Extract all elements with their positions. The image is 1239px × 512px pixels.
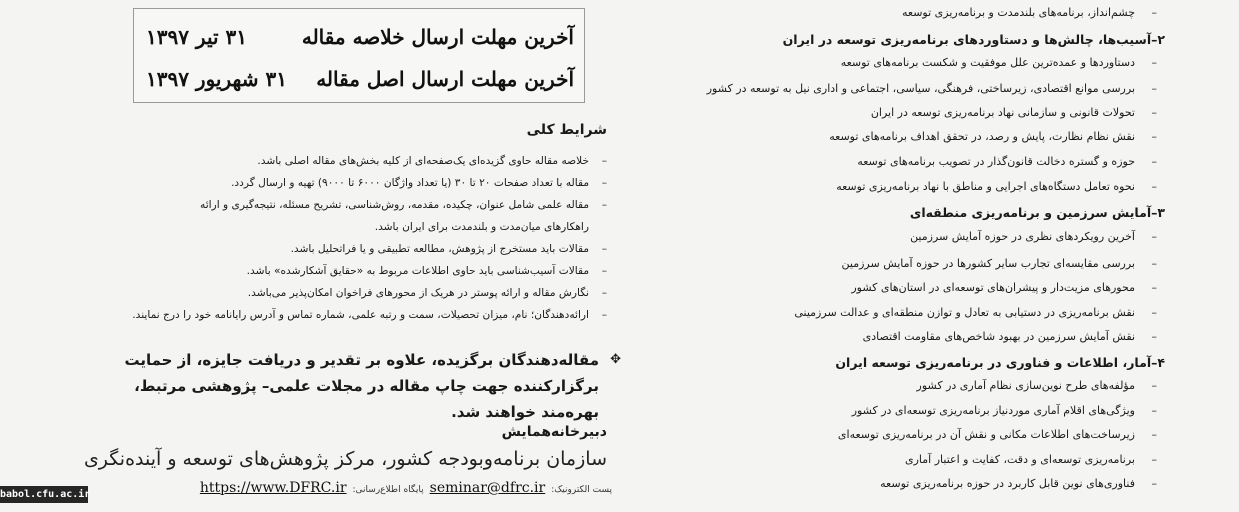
email-link[interactable]: seminar@dfrc.ir [429,480,546,496]
section-title: ۳–آمایش سرزمین و برنامه‌ریزی منطقه‌ای [909,205,1165,220]
list-item: – فناوری‌های نوین قابل کاربرد در حوزه برنامه‌ریزی توسعه [880,477,1157,490]
deadline-label: آخرین مهلت ارسال خلاصه مقاله [301,25,574,49]
list-item: – نقش نظام نظارت، پایش و رصد، در تحقق اهداف برنامه‌های توسعه [829,130,1157,143]
award-note [101,347,621,425]
list-item: – خلاصه مقاله حاوی گزیده‌ای یک‌صفحه‌ای از کلیه بخش‌های مقاله اصلی باشد. [107,150,607,172]
list-item: – برنامه‌ریزی توسعه‌ای و دقت، کفایت و اعتبار آماری [905,453,1157,466]
list-item: – دستاوردها و عمده‌ترین علل موفقیت و شکست برنامه‌های توسعه [841,56,1157,69]
list-item: – زیرساخت‌های اطلاعات مکانی و نقش آن در برنامه‌ریزی توسعه‌ای [838,428,1157,441]
list-item: – نگارش مقاله و ارائه پوستر در هریک از محورهای فراخوان امکان‌پذیر می‌باشد. [107,282,607,304]
deadlines-box [133,8,585,103]
general-conditions-title: شرایط کلی [526,122,607,138]
site-label: پایگاه اطلاع‌رسانی: [352,485,424,495]
deadline-date: ۳۱ تیر ۱۳۹۷ [146,25,248,49]
list-item: – نقش برنامه‌ریزی در دستیابی به تعادل و توازن منطقه‌ای و عدالت سرزمینی [794,306,1157,319]
list-item: – مؤلفه‌های طرح نوین‌سازی نظام آماری در کشور [917,379,1157,392]
deadline-label: آخرین مهلت ارسال اصل مقاله [316,67,574,91]
watermark-badge: babol.cfu.ac.ir [0,486,88,503]
list-item: – نقش آمایش سرزمین در بهبود شاخص‌های مقاومت اقتصادی [863,330,1157,343]
general-conditions-list [107,150,607,326]
section-title: ۲–آسیب‌ها، چالش‌ها و دستاوردهای برنامه‌ریزی توسعه در ایران [782,32,1165,47]
list-item: – چشم‌انداز، برنامه‌های بلندمدت و برنامه‌ریزی توسعه [902,6,1157,19]
website-link[interactable]: https://www.DFRC.ir [199,480,347,496]
bullet-star-icon: ✥ [610,352,621,367]
deadline-date: ۳۱ شهریور ۱۳۹۷ [146,67,287,91]
list-item: – مقاله با تعداد صفحات ۲۰ تا ۳۰ (یا تعداد واژگان ۶۰۰۰ تا ۹۰۰۰) تهیه و ارسال گردد. [107,172,607,194]
list-item: – مقاله علمی شامل عنوان، چکیده، مقدمه، روش‌شناسی، تشریح مسئله، نتیجه‌گیری و ارائه راهکارهای میان‌مدت و بلندمدت برای ایران باشد. [169,194,607,238]
email-label: پست الکترونیک: [551,485,612,495]
list-item: – آخرین رویکردهای نظری در حوزه آمایش سرزمین [910,230,1157,243]
list-item: – نحوه تعامل دستگاه‌های اجرایی و مناطق با نهاد برنامه‌ریزی توسعه [836,180,1157,193]
list-item: – مقالات آسیب‌شناسی باید حاوی اطلاعات مربوط به «حقایق آشکارشده» باشد. [107,260,607,282]
award-text: مقاله‌دهندگان برگزیده، علاوه بر تقدیر و دریافت جایزه، از حمایت برگزارکننده جهت چاپ مقاله در مجلات علمی– پژوهشی مرتبط، بهره‌مند خواهند شد. [124,351,599,421]
contact-line [142,480,612,500]
list-item: – ارائه‌دهندگان؛ نام، میزان تحصیلات، سمت و رتبه علمی، شماره تماس و آدرس رایانامه خود را درج نمایند. [107,304,607,326]
list-item: – ویژگی‌های اقلام آماری موردنیاز برنامه‌ریزی توسعه‌ای در کشور [852,404,1157,417]
list-item: – مقالات باید مستخرج از پژوهش، مطالعه تطبیقی و یا فراتحلیل باشد. [107,238,607,260]
list-item: – بررسی موانع اقتصادی، زیرساختی، فرهنگی، سیاسی، اجتماعی و اداری نیل به توسعه در کشور [707,82,1157,95]
secretariat-title: دبیرخانه‌همایش [501,424,607,440]
section-title: ۴–آمار، اطلاعات و فناوری در برنامه‌ریزی توسعه ایران [835,355,1165,370]
list-item: – بررسی مقایسه‌ای تجارب سایر کشورها در حوزه آمایش سرزمین [842,257,1157,270]
deadline-abstract [146,17,574,57]
deadline-full-paper [146,59,574,99]
list-item: – محورهای مزیت‌دار و پیشران‌های توسعه‌ای در استان‌های کشور [851,281,1157,294]
list-item: – حوزه و گستره دخالت قانون‌گذار در تصویب برنامه‌های توسعه [857,155,1157,168]
secretariat-org: سازمان برنامه‌وبودجه کشور، مرکز پژوهش‌های توسعه و آینده‌نگری [83,448,607,470]
list-item: – تحولات قانونی و سازمانی نهاد برنامه‌ریزی توسعه در ایران [871,106,1157,119]
